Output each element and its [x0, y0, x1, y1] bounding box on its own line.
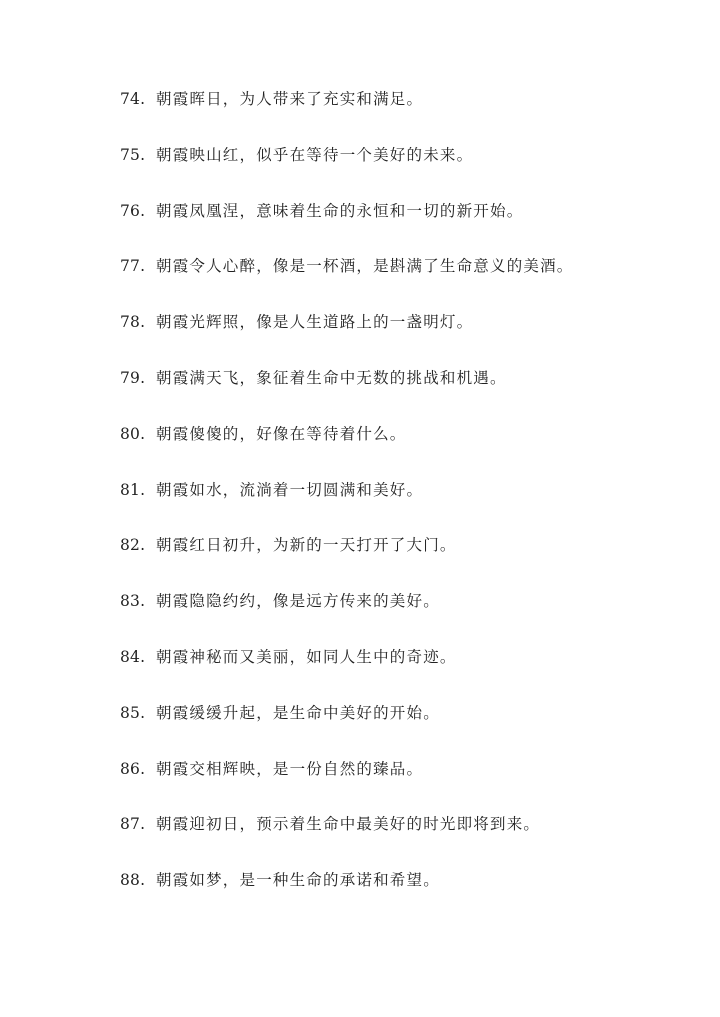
item-number: 75. — [120, 145, 146, 164]
list-item — [120, 532, 680, 588]
item-number: 84. — [120, 647, 146, 666]
list-item — [120, 588, 680, 644]
item-number: 82. — [120, 536, 146, 555]
item-number: 76. — [120, 201, 146, 220]
item-text: 朝霞令人心醉，像是一杯酒，是斟满了生命意义的美酒。 — [156, 257, 574, 276]
list-item — [120, 142, 680, 198]
list-item — [120, 198, 680, 254]
item-number: 88. — [120, 871, 146, 890]
list-item — [120, 421, 680, 477]
list-item — [120, 867, 680, 923]
item-number: 80. — [120, 424, 146, 443]
list-item — [120, 700, 680, 756]
list-item — [120, 365, 680, 421]
item-number: 81. — [120, 480, 146, 499]
item-number: 87. — [120, 815, 146, 834]
item-text: 朝霞迎初日，预示着生命中最美好的时光即将到来。 — [156, 815, 541, 834]
item-text: 朝霞红日初升，为新的一天打开了大门。 — [156, 536, 457, 555]
item-text: 朝霞交相辉映，是一份自然的臻品。 — [156, 759, 424, 778]
item-text: 朝霞凤凰涅，意味着生命的永恒和一切的新开始。 — [156, 201, 524, 220]
item-text: 朝霞如梦，是一种生命的承诺和希望。 — [156, 871, 440, 890]
list-item — [120, 253, 680, 309]
list-item — [120, 811, 680, 867]
item-number: 77. — [120, 257, 146, 276]
item-number: 78. — [120, 313, 146, 332]
item-number: 79. — [120, 368, 146, 387]
numbered-sentence-list — [120, 86, 680, 923]
item-text: 朝霞缓缓升起，是生命中美好的开始。 — [156, 703, 440, 722]
item-text: 朝霞满天飞，象征着生命中无数的挑战和机遇。 — [156, 368, 507, 387]
item-text: 朝霞晖日，为人带来了充实和满足。 — [156, 90, 424, 108]
list-item — [120, 309, 680, 365]
item-number: 85. — [120, 703, 146, 722]
item-text: 朝霞映山红，似乎在等待一个美好的未来。 — [156, 145, 474, 164]
item-text: 朝霞如水，流淌着一切圆满和美好。 — [156, 480, 424, 499]
item-text: 朝霞神秘而又美丽，如同人生中的奇迹。 — [156, 647, 457, 666]
item-number: 74. — [120, 90, 146, 108]
list-item — [120, 86, 680, 142]
item-text: 朝霞傻傻的，好像在等待着什么。 — [156, 424, 407, 443]
item-number: 83. — [120, 592, 146, 611]
list-item — [120, 756, 680, 812]
item-number: 86. — [120, 759, 146, 778]
list-item — [120, 644, 680, 700]
list-item — [120, 477, 680, 533]
item-text: 朝霞隐隐约约，像是远方传来的美好。 — [156, 592, 440, 611]
item-text: 朝霞光辉照，像是人生道路上的一盏明灯。 — [156, 313, 474, 332]
